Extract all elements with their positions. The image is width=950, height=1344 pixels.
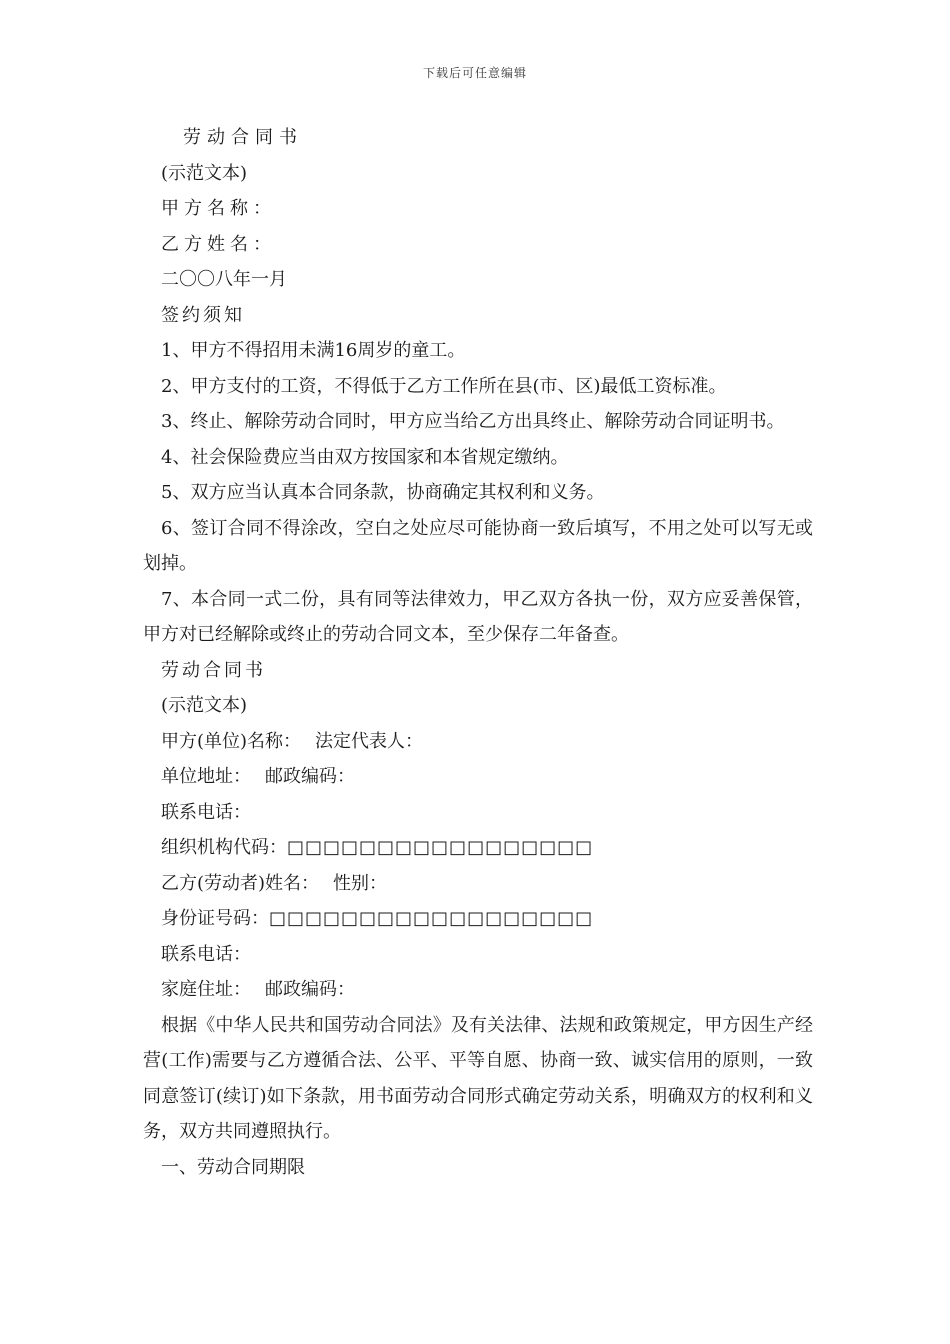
cover-date: 二〇〇八年一月 xyxy=(161,269,287,290)
org-code-label: 组织机构代码： xyxy=(161,837,287,858)
notice-item: 1、甲方不得招用未满16周岁的童工。 xyxy=(161,340,466,361)
employer-name-label: 甲方(单位)名称： xyxy=(161,730,302,752)
address-row xyxy=(143,759,813,795)
notice-item: 2、甲方支付的工资，不得低于乙方工作所在县(市、区)最低工资标准。 xyxy=(161,375,727,397)
notice-heading: 签约须知 xyxy=(161,304,245,326)
notice-item: 7、本合同一式二份，具有同等法律效力，甲乙双方各执一份，双方应妥善保管，甲方对已经解除或终止的劳动合同文本，至少保存二年备查。 xyxy=(143,588,813,645)
header-note: 下载后可任意编辑 xyxy=(422,66,527,80)
cover-subtitle: (示范文本) xyxy=(161,162,248,184)
section-heading: 一、劳动合同期限 xyxy=(161,1156,305,1178)
phone-b-label: 联系电话： xyxy=(161,943,251,965)
postcode-a-label: 邮政编码： xyxy=(265,766,355,787)
employee-name-label: 乙方(劳动者)姓名： xyxy=(161,872,320,894)
legal-rep-label: 法定代表人： xyxy=(315,730,424,752)
notice-item: 3、终止、解除劳动合同时，甲方应当给乙方出具终止、解除劳动合同证明书。 xyxy=(161,411,785,432)
employer-row xyxy=(143,724,813,760)
id-row xyxy=(143,901,813,937)
employee-row xyxy=(143,866,813,902)
notice-item: 4、社会保险费应当由双方按国家和本省规定缴纳。 xyxy=(161,446,569,468)
id-boxes: □□□□□□□□□□□□□□□□□□ xyxy=(269,908,594,929)
phone-a-label: 联系电话： xyxy=(161,801,251,823)
id-number-label: 身份证号码： xyxy=(161,908,269,929)
address-label: 单位地址： xyxy=(161,766,251,787)
org-code-row xyxy=(143,830,813,866)
cover-party-b: 乙方姓名： xyxy=(161,233,276,255)
cover-party-a: 甲方名称： xyxy=(161,198,276,219)
contract-preamble: 根据《中华人民共和国劳动合同法》及有关法律、法规和政策规定，甲方因生产经营(工作)需要与乙方遵循合法、公平、平等自愿、协商一致、诚实信用的原则，一致同意签订(续订)如下条款，用书面劳动合同形式确定劳动关系，明确双方的权利和义务，双方共同遵照执行。 xyxy=(143,1014,813,1142)
notice-item: 5、双方应当认真本合同条款，协商确定其权利和义务。 xyxy=(161,482,605,503)
cover-title: 劳动合同书 xyxy=(183,127,303,148)
document-body xyxy=(143,120,813,1185)
home-row xyxy=(143,972,813,1008)
postcode-b-label: 邮政编码： xyxy=(265,979,355,1000)
org-code-boxes: □□□□□□□□□□□□□□□□□ xyxy=(287,837,594,858)
notice-item: 6、签订合同不得涂改，空白之处应尽可能协商一致后填写，不用之处可以写无或划掉。 xyxy=(143,517,813,574)
home-address-label: 家庭住址： xyxy=(161,979,251,1000)
contract-subtitle: (示范文本) xyxy=(161,695,248,716)
gender-label: 性别： xyxy=(333,872,388,894)
contract-title: 劳动合同书 xyxy=(161,659,266,681)
